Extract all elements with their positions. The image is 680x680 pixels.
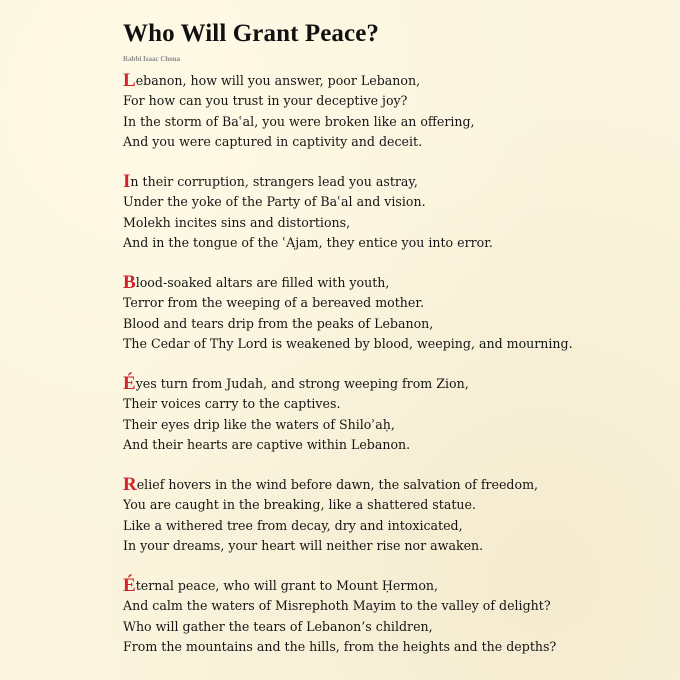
poem-line: In your dreams, your heart will neither rise nor awaken. [123, 537, 484, 553]
poem-line: Like a withered tree from decay, dry and intoxicated, [123, 517, 463, 533]
poem-line: For how can you trust in your deceptive joy? [123, 93, 408, 109]
poem-line: From the mountains and the hills, from the heights and the depths? [123, 638, 557, 654]
drop-initial: I [123, 171, 131, 192]
line-text: n their corruption, strangers lead you astray, [130, 174, 418, 189]
poem-line: Terror from the weeping of a bereaved mother. [123, 295, 424, 311]
poem-title: Who Will Grant Peace? [123, 20, 380, 47]
poem-line: Blood and tears drip from the peaks of Lebanon, [123, 315, 434, 331]
stanza-5 [123, 475, 663, 576]
poem-line: Their voices carry to the captives. [123, 396, 341, 412]
line-text: lood-soaked altars are filled with youth, [135, 275, 390, 290]
poem-line [123, 172, 663, 192]
stanza-1 [123, 71, 663, 172]
line-text: elief hovers in the wind before dawn, the salvation of freedom, [136, 477, 539, 492]
drop-initial: B [123, 272, 136, 293]
poem-line [123, 475, 663, 495]
poem-line [123, 273, 663, 293]
stanza-2 [123, 172, 663, 273]
poem-body [123, 71, 663, 677]
poem-line: Their eyes drip like the waters of Shiloʾaḥ, [123, 416, 395, 432]
poem-line: Under the yoke of the Party of Baʿal and vision. [123, 194, 426, 210]
stanza-4 [123, 374, 663, 475]
poem-line: You are caught in the breaking, like a shattered statue. [123, 497, 476, 513]
poem-line [123, 71, 663, 91]
line-text: ternal peace, who will grant to Mount Ḥermon, [135, 578, 439, 593]
poem-line [123, 374, 663, 394]
poem-line: And their hearts are captive within Lebanon. [123, 436, 411, 452]
line-text: yes turn from Judah, and strong weeping from Zion, [135, 376, 469, 391]
stanza-3 [123, 273, 663, 374]
line-text: ebanon, how will you answer, poor Lebanon, [135, 73, 421, 88]
poem-line: The Cedar of Thy Lord is weakened by blood, weeping, and mourning. [123, 335, 573, 351]
poem-line: Who will gather the tears of Lebanon’s children, [123, 618, 433, 634]
drop-initial: É [123, 575, 136, 596]
poem-line: In the storm of Baʿal, you were broken like an offering, [123, 113, 475, 129]
poem-author: Rabbi Isaac Choua [123, 55, 181, 63]
stanza-6 [123, 576, 663, 677]
poem-line: Molekh incites sins and distortions, [123, 214, 351, 230]
poem-line: And in the tongue of the ʿAjam, they entice you into error. [123, 234, 493, 250]
drop-initial: É [123, 373, 136, 394]
poem-line: And you were captured in captivity and deceit. [123, 133, 423, 149]
poem-line: And calm the waters of Misrephoth Mayim to the valley of delight? [123, 598, 551, 614]
poem-line [123, 576, 663, 596]
drop-initial: L [123, 70, 136, 91]
drop-initial: R [123, 474, 137, 495]
